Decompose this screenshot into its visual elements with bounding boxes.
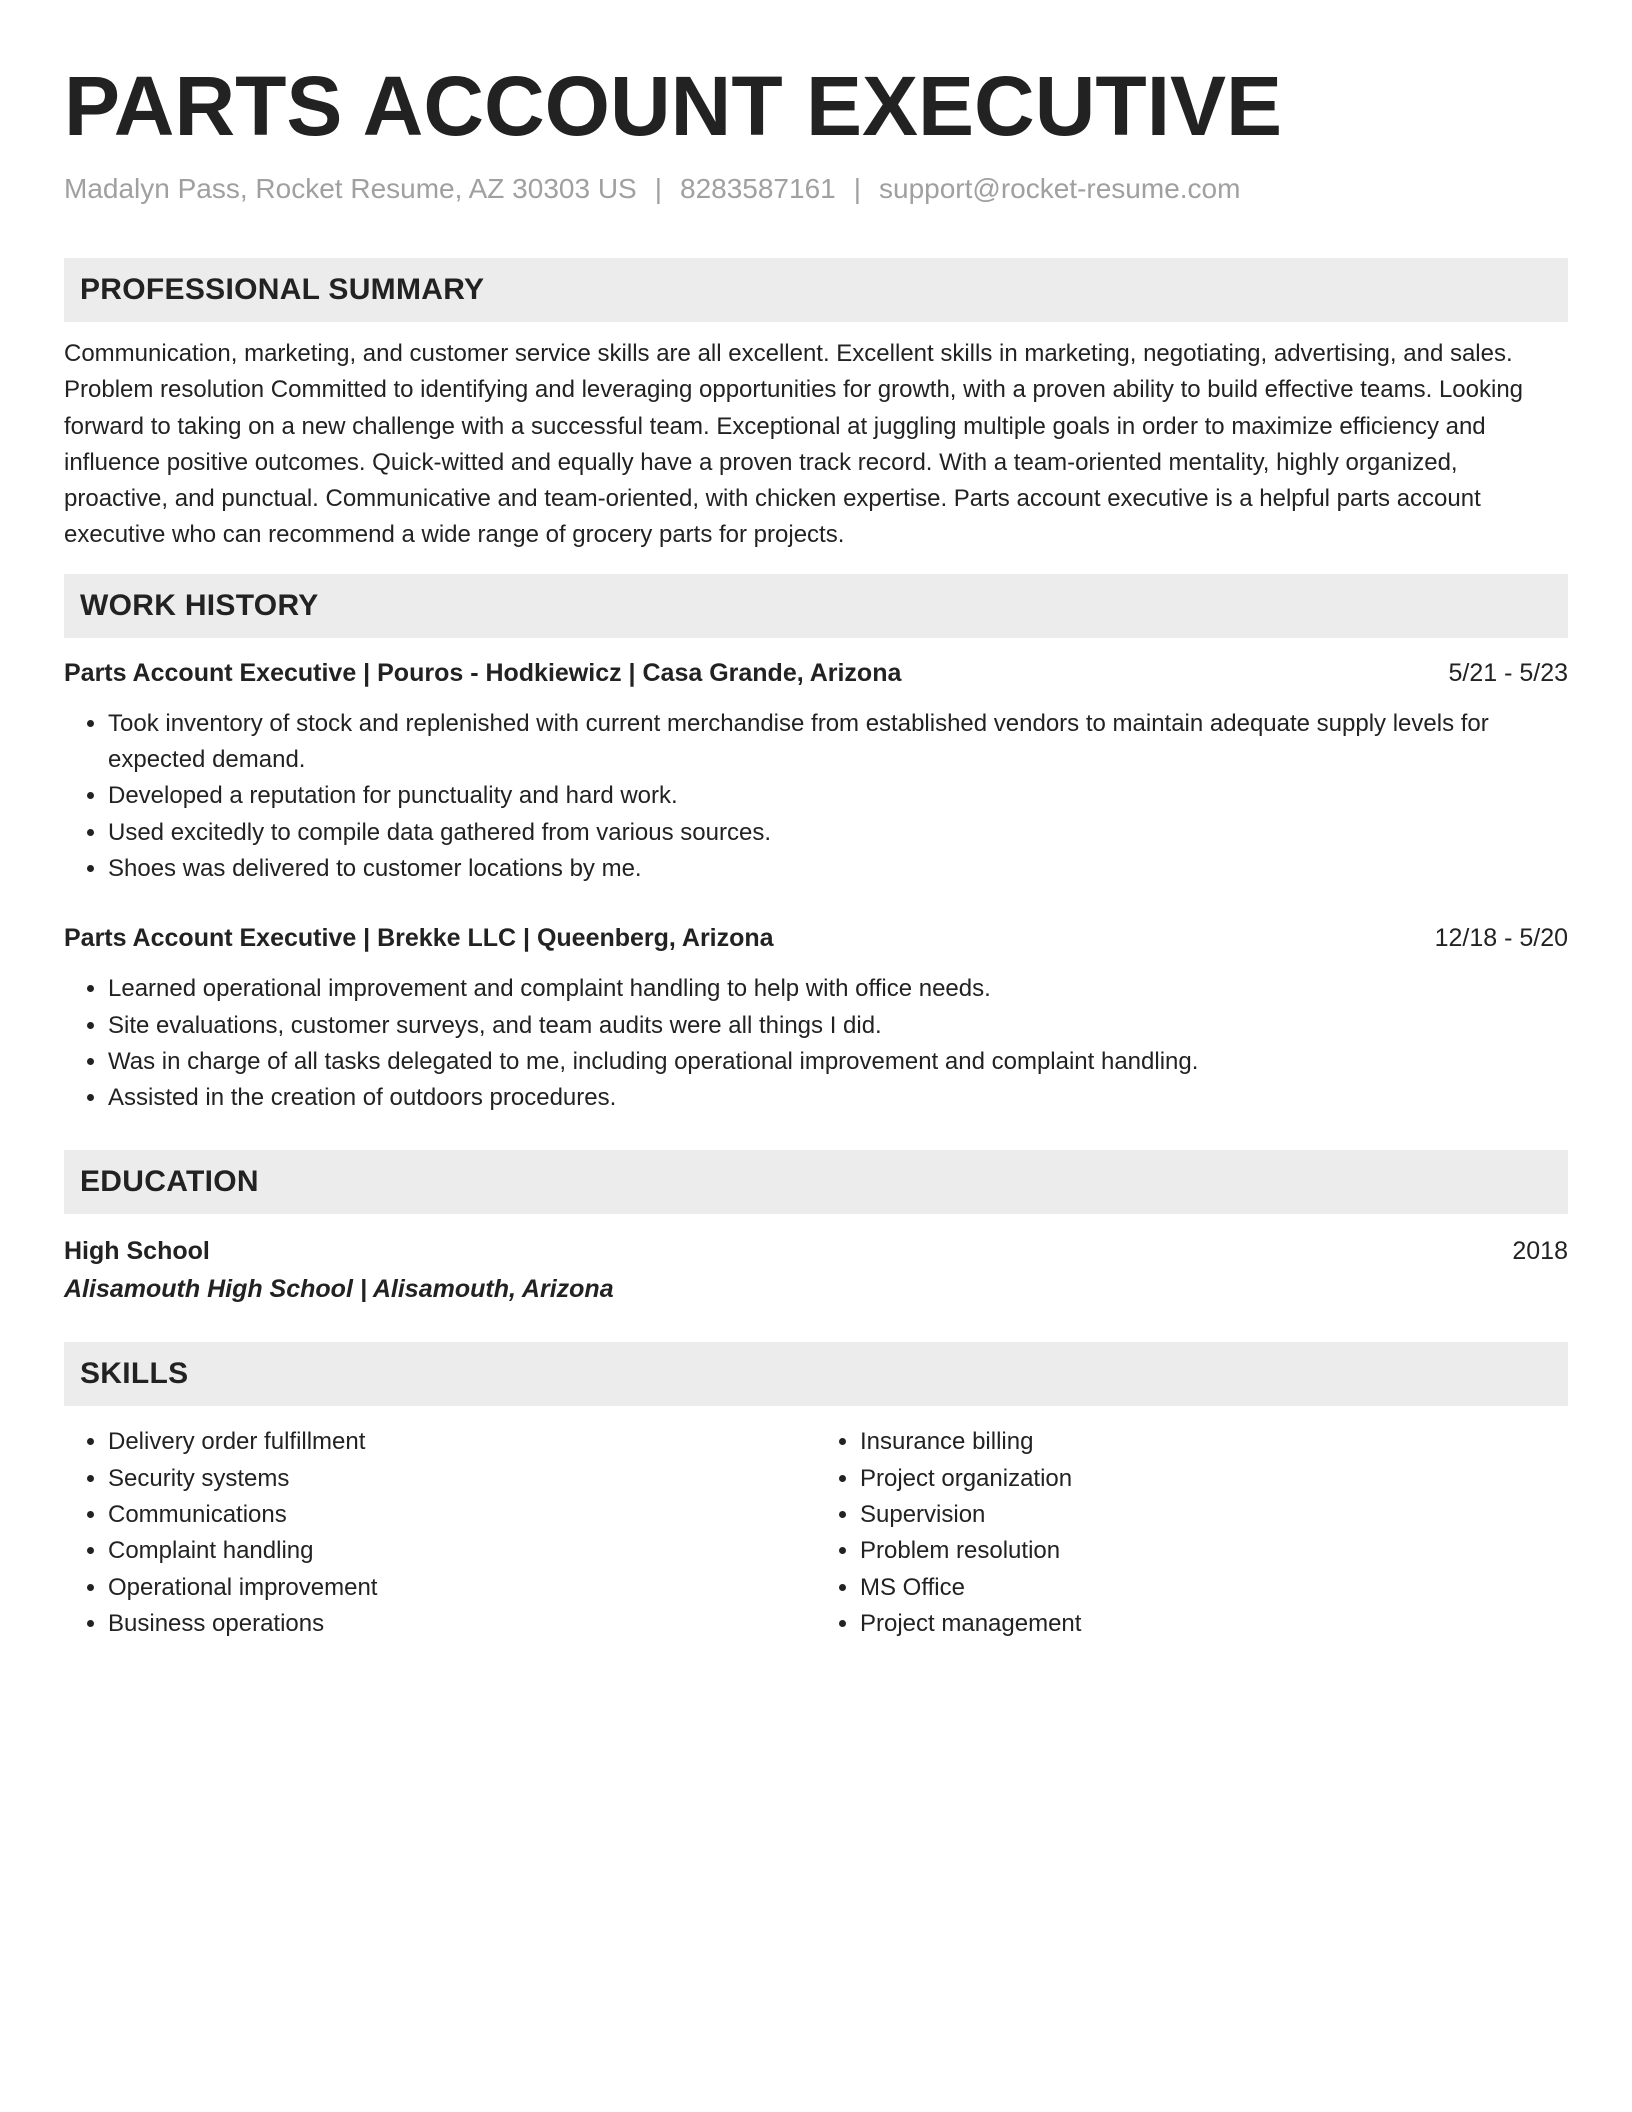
- education-year: 2018: [1512, 1237, 1568, 1266]
- contact-separator: |: [654, 173, 662, 204]
- skill-item: • Insurance billing: [860, 1424, 1568, 1460]
- education-entry: [64, 1232, 1568, 1308]
- job-bullets: [64, 706, 1568, 887]
- skill-item: • Problem resolution: [860, 1533, 1568, 1569]
- job-entry: [64, 921, 1568, 1116]
- resume-title: PARTS ACCOUNT EXECUTIVE: [64, 59, 1283, 153]
- contact-line: [64, 172, 1568, 206]
- education-header: [64, 1232, 1568, 1270]
- job-bullet: • Shoes was delivered to customer locations by me.: [108, 851, 1568, 887]
- contact-separator: |: [853, 173, 862, 204]
- section-header-education: EDUCATION: [64, 1150, 1568, 1214]
- skill-item: • Communications: [108, 1497, 816, 1533]
- job-bullet: • Site evaluations, customer surveys, and team audits were all things I did.: [108, 1008, 1568, 1044]
- skill-item: • Complaint handling: [108, 1533, 816, 1569]
- skill-item: • Operational improvement: [108, 1570, 816, 1606]
- job-bullet: • Learned operational improvement and complaint handling to help with office needs.: [108, 971, 1568, 1007]
- job-title: Parts Account Executive | Pouros - Hodkiewicz | Casa Grande, Arizona: [64, 658, 902, 687]
- job-entry: [64, 656, 1568, 887]
- job-bullet: • Used excitedly to compile data gathered from various sources.: [108, 815, 1568, 851]
- job-bullet: • Developed a reputation for punctuality and hard work.: [108, 778, 1568, 814]
- job-bullet: • Was in charge of all tasks delegated to me, including operational improvement and complaint handling.: [108, 1044, 1568, 1080]
- section-header-work-history: WORK HISTORY: [64, 574, 1568, 638]
- job-bullet: • Took inventory of stock and replenished with current merchandise from established vendors to maintain adequate supply levels for expected demand.: [108, 706, 1568, 779]
- skill-item: • Project organization: [860, 1461, 1568, 1497]
- job-bullets: [64, 971, 1568, 1116]
- skills-list-right: [816, 1424, 1568, 1642]
- education-degree: High School: [64, 1237, 210, 1266]
- job-header: [64, 921, 1568, 955]
- skills-list-left: [64, 1424, 816, 1642]
- skill-item: • Business operations: [108, 1606, 816, 1642]
- skills-columns: [64, 1424, 1568, 1642]
- contact-email: support@rocket-resume.com: [879, 173, 1241, 204]
- section-header-skills: SKILLS: [64, 1342, 1568, 1406]
- contact-address: Madalyn Pass, Rocket Resume, AZ 30303 US: [64, 173, 637, 204]
- job-title: Parts Account Executive | Brekke LLC | Queenberg, Arizona: [64, 924, 774, 953]
- skill-item: • Supervision: [860, 1497, 1568, 1533]
- skill-item: • Delivery order fulfillment: [108, 1424, 816, 1460]
- skill-item: • MS Office: [860, 1570, 1568, 1606]
- job-dates: 12/18 - 5/20: [1434, 924, 1568, 953]
- job-bullet: • Assisted in the creation of outdoors procedures.: [108, 1080, 1568, 1116]
- education-school: Alisamouth High School | Alisamouth, Arizona: [64, 1275, 614, 1304]
- job-dates: 5/21 - 5/23: [1448, 658, 1568, 687]
- job-header: [64, 656, 1568, 690]
- skill-item: • Project management: [860, 1606, 1568, 1642]
- summary-text: Communication, marketing, and customer service skills are all excellent. Excellent skills in marketing, negotiating, advertising, and sales. Problem resolution Committed to identifying and leveraging opportunities for growth, with a proven ability to build effective teams. Looking forward to taking on a new challenge with a successful team. Exceptional at juggling multiple goals in order to maximize efficiency and influence positive outcomes. Quick-witted and equally have a proven track record. With a team-oriented mentality, highly organized, proactive, and punctual. Communicative and team-oriented, with chicken expertise. Parts account executive is a helpful parts account executive who can recommend a wide range of grocery parts for projects.: [64, 340, 1524, 549]
- contact-phone: 8283587161: [680, 173, 836, 204]
- skill-item: • Security systems: [108, 1461, 816, 1497]
- section-header-summary: PROFESSIONAL SUMMARY: [64, 258, 1568, 322]
